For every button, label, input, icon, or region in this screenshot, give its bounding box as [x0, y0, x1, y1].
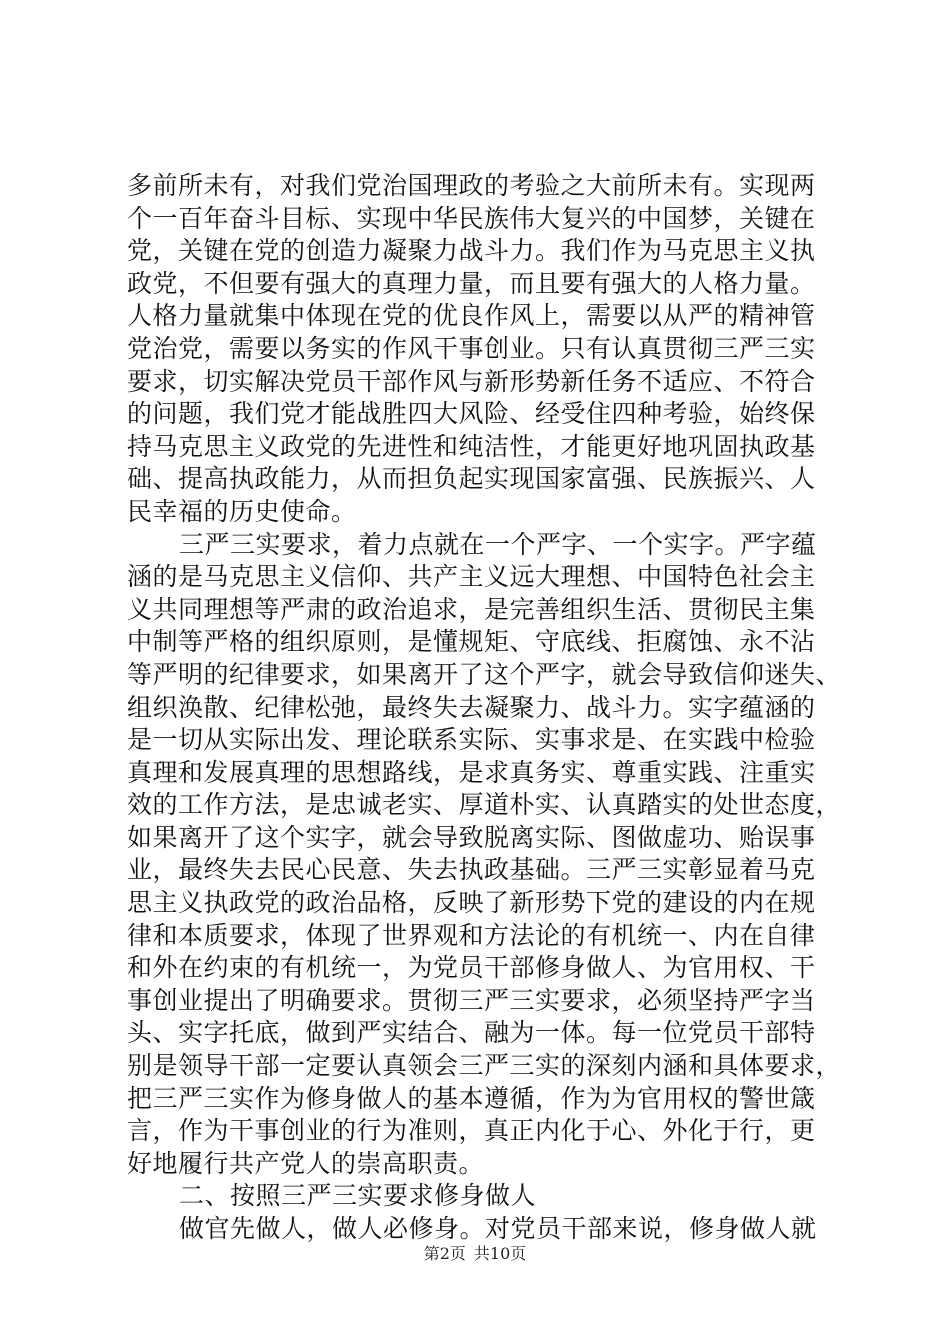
text-line: 党治党，需要以务实的作风干事创业。只有认真贯彻三严三实: [127, 333, 816, 363]
text-line: 党，关键在党的创造力凝聚力战斗力。我们作为马克思主义执: [127, 236, 816, 266]
page-total: 共10页: [473, 1244, 527, 1263]
text-line: 人格力量就集中体现在党的优良作风上，需要以从严的精神管: [127, 301, 816, 331]
text-line: 础、提高执政能力，从而担负起实现国家富强、民族振兴、人: [127, 464, 816, 494]
text-line: 的问题，我们党才能战胜四大风险、经受住四种考验，始终保: [127, 399, 816, 429]
text-line: 事创业提出了明确要求。贯彻三严三实要求，必须坚持严字当: [127, 985, 816, 1015]
text-line: 和外在约束的有机统一，为党员干部修身做人、为官用权、干: [127, 953, 816, 983]
text-line: 中制等严格的组织原则，是懂规矩、守底线、拒腐蚀、永不沾: [127, 627, 816, 657]
text-line: 等严明的纪律要求，如果离开了这个严字，就会导致信仰迷失、: [127, 659, 842, 689]
text-line: 律和本质要求，体现了世界观和方法论的有机统一、内在自律: [127, 920, 816, 950]
text-line: 民幸福的历史使命。: [127, 496, 357, 526]
text-line: 涵的是马克思主义信仰、共产主义远大理想、中国特色社会主: [127, 562, 816, 592]
text-line: 多前所未有，对我们党治国理政的考验之大前所未有。实现两: [127, 171, 816, 200]
page-number: 第2页: [423, 1244, 466, 1263]
text-line: 把三严三实作为修身做人的基本遵循，作为为官用权的警世箴: [127, 1083, 816, 1113]
text-line: 好地履行共产党人的崇高职责。: [127, 1148, 485, 1178]
text-line: 真理和发展真理的思想路线，是求真务实、尊重实践、注重实: [127, 757, 816, 787]
text-line: 个一百年奋斗目标、实现中华民族伟大复兴的中国梦，关键在: [127, 203, 816, 233]
text-line: 言，作为干事创业的行为准则，真正内化于心、外化于行，更: [127, 1116, 816, 1146]
section-heading: 二、按照三严三实要求修身做人: [179, 1181, 537, 1211]
text-line: 思主义执政党的政治品格，反映了新形势下党的建设的内在规: [127, 888, 816, 918]
text-line: 业，最终失去民心民意、失去执政基础。三严三实彰显着马克: [127, 855, 816, 885]
text-line: 政党，不但要有强大的真理力量，而且要有强大的人格力量。: [127, 268, 816, 298]
page-footer: [0, 1244, 950, 1264]
text-line: 别是领导干部一定要认真领会三严三实的深刻内涵和具体要求，: [127, 1051, 842, 1081]
text-line: 持马克思主义政党的先进性和纯洁性，才能更好地巩固执政基: [127, 431, 816, 461]
document-body: [127, 170, 847, 1246]
text-line: 如果离开了这个实字，就会导致脱离实际、图做虚功、贻误事: [127, 822, 816, 852]
text-line: 义共同理想等严肃的政治追求，是完善组织生活、贯彻民主集: [127, 594, 816, 624]
text-line: 组织涣散、纪律松弛，最终失去凝聚力、战斗力。实字蕴涵的: [127, 692, 816, 722]
paragraph-start-line: 做官先做人，做人必修身。对党员干部来说，修身做人就: [179, 1214, 817, 1243]
paragraph-start-line: 三严三实要求，着力点就在一个严字、一个实字。严字蕴: [179, 529, 817, 559]
text-line: 效的工作方法，是忠诚老实、厚道朴实、认真踏实的处世态度，: [127, 790, 842, 820]
text-line: 头、实字托底，做到严实结合、融为一体。每一位党员干部特: [127, 1018, 816, 1048]
text-line: 要求，切实解决党员干部作风与新形势新任务不适应、不符合: [127, 366, 816, 396]
text-line: 是一切从实际出发、理论联系实际、实事求是、在实践中检验: [127, 725, 816, 755]
